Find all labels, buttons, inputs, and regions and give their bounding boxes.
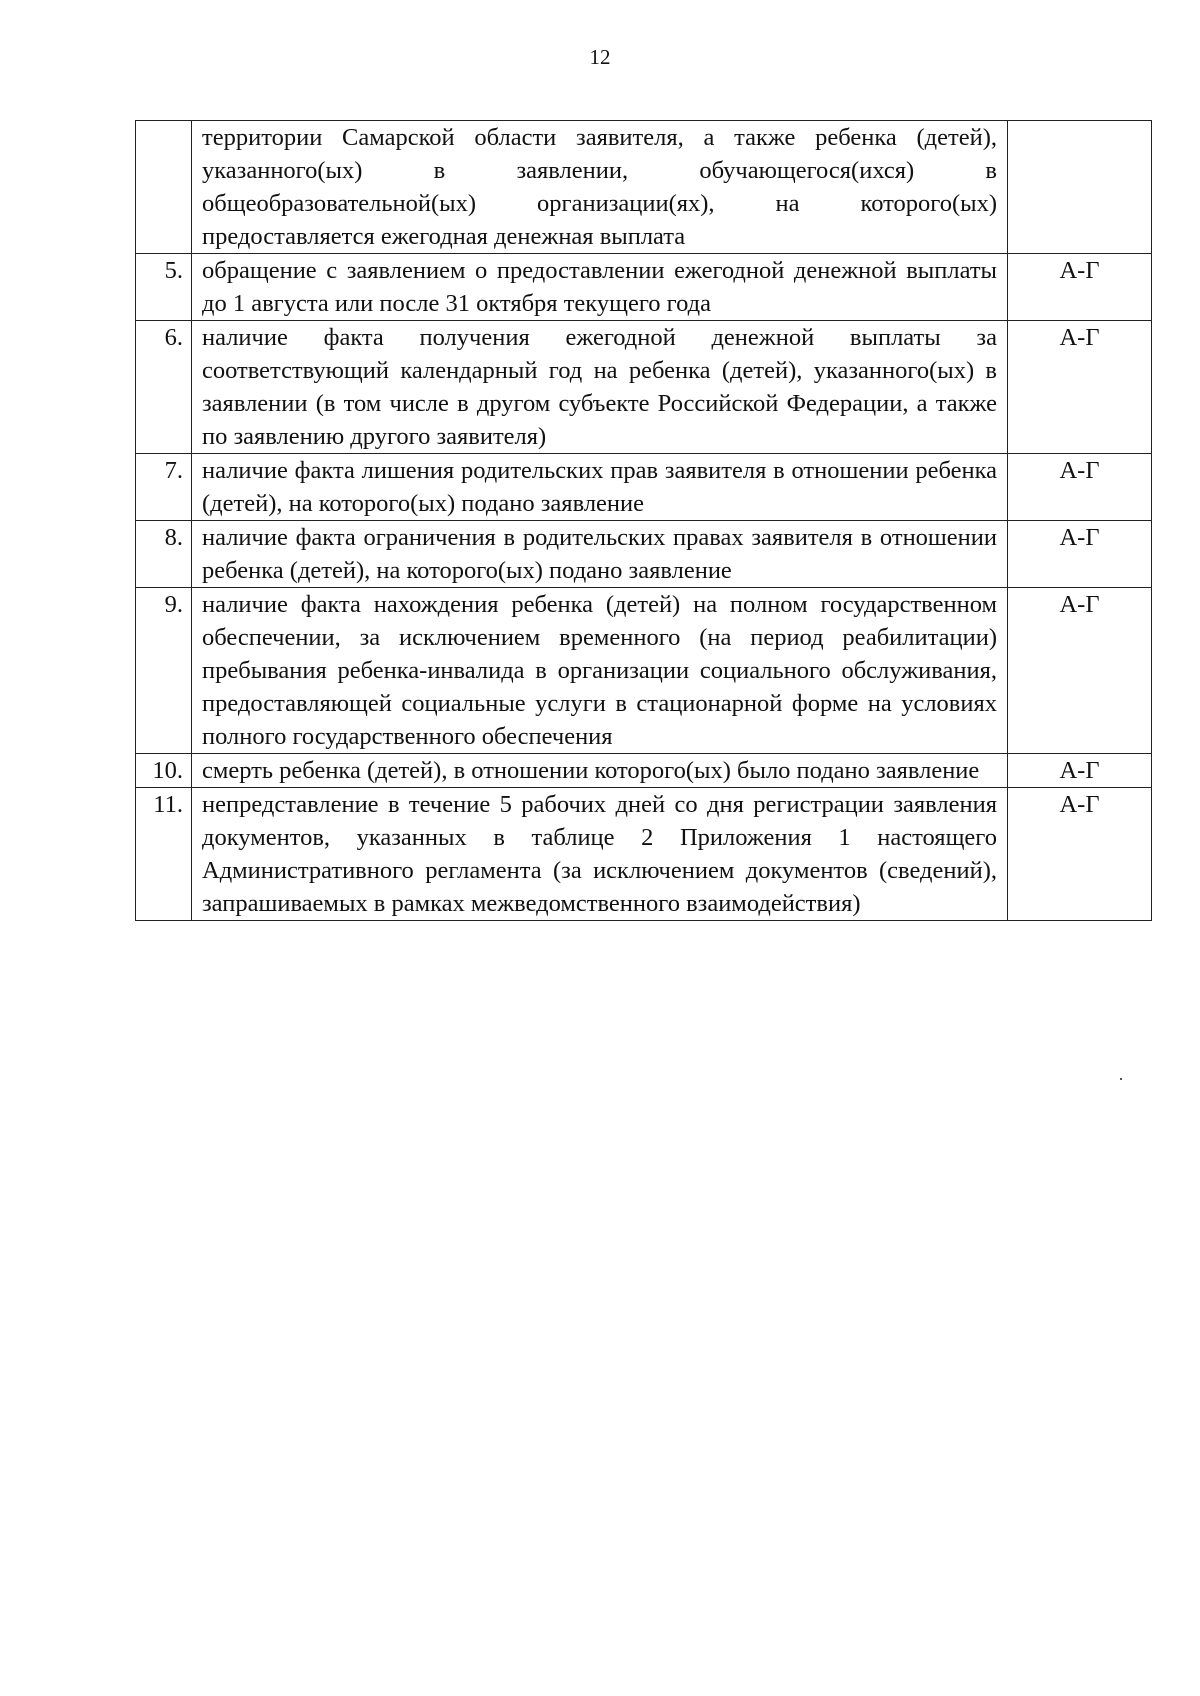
table-row [136, 588, 1152, 754]
table-row [136, 754, 1152, 788]
grounds-table [135, 120, 1152, 921]
row-number: 8. [136, 521, 192, 588]
row-text: смерть ребенка (детей), в отношении которого(ых) было подано заявление [192, 754, 1008, 788]
row-number: 9. [136, 588, 192, 754]
row-code: А-Г [1008, 754, 1152, 788]
table-row [136, 121, 1152, 254]
row-code: А-Г [1008, 321, 1152, 454]
row-code: А-Г [1008, 521, 1152, 588]
row-number: 11. [136, 788, 192, 921]
row-code [1008, 121, 1152, 254]
row-code: А-Г [1008, 254, 1152, 321]
row-text: наличие факта лишения родительских прав заявителя в отношении ребенка (детей), на которого(ых) подано заявление [192, 454, 1008, 521]
table-row [136, 521, 1152, 588]
row-code: А-Г [1008, 588, 1152, 754]
table-row [136, 454, 1152, 521]
row-code: А-Г [1008, 788, 1152, 921]
row-text: территории Самарской области заявителя, а также ребенка (детей), указанного(ых) в заявлении, обучающегося(ихся) в общеобразовательной(ых) организации(ях), на которого(ых) предоставляется ежегодная денежная выплата [192, 121, 1008, 254]
row-number: 10. [136, 754, 192, 788]
row-text: наличие факта получения ежегодной денежной выплаты за соответствующий календарный год на ребенка (детей), указанного(ых) в заявлении (в том числе в другом субъекте Российской Федерации, а также по заявлению другого заявителя) [192, 321, 1008, 454]
row-text: наличие факта нахождения ребенка (детей) на полном государственном обеспечении, за исключением временного (на период реабилитации) пребывания ребенка-инвалида в организации социального обслуживания, предоставляющей социальные услуги в стационарной форме на условиях полного государственного обеспечения [192, 588, 1008, 754]
table-row [136, 788, 1152, 921]
page-number: 12 [589, 45, 611, 69]
table-row [136, 321, 1152, 454]
row-code: А-Г [1008, 454, 1152, 521]
table-row [136, 254, 1152, 321]
row-number: 5. [136, 254, 192, 321]
row-number: 7. [136, 454, 192, 521]
row-number: 6. [136, 321, 192, 454]
row-text: непредставление в течение 5 рабочих дней со дня регистрации заявления документов, указанных в таблице 2 Приложения 1 настоящего Административного регламента (за исключением документов (сведений), запрашиваемых в рамках межведомственного взаимодействия) [192, 788, 1008, 921]
scan-speck [1120, 1078, 1122, 1080]
row-text: наличие факта ограничения в родительских правах заявителя в отношении ребенка (детей), на которого(ых) подано заявление [192, 521, 1008, 588]
row-text: обращение с заявлением о предоставлении ежегодной денежной выплаты до 1 августа или после 31 октября текущего года [192, 254, 1008, 321]
row-number [136, 121, 192, 254]
